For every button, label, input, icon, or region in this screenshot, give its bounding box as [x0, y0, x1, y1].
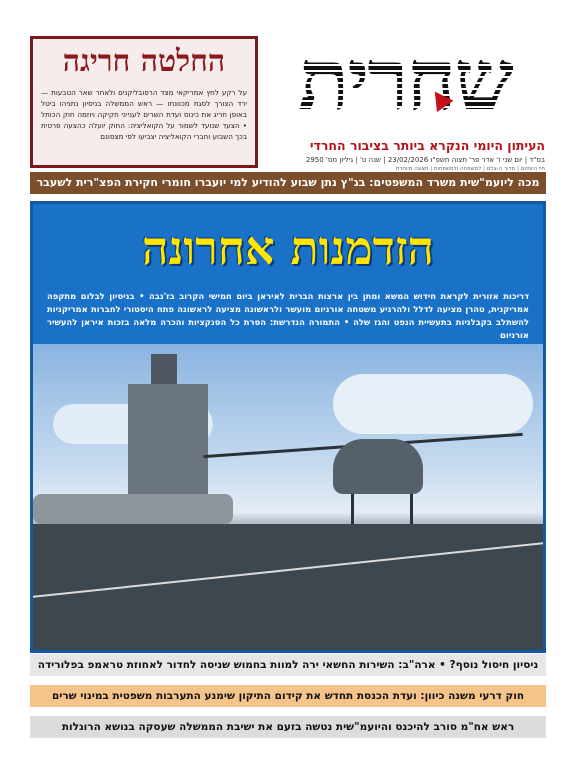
aircraft-carrier-photo [33, 344, 543, 650]
helicopter [333, 439, 423, 494]
subline: חיי היומיום | מדור ה-צלם | למשפחה ולמשפחות | תצוגה מיוחדת [395, 166, 545, 172]
helicopter-landing-gear [351, 494, 413, 524]
top-story-title: החלטה חריגה [62, 44, 226, 79]
dateline: בס"ד | יום שני ז' אדר פר' תצוה תשפ"ו 23/02/2026 | שנה ט' | גיליון מס' 2950 [305, 156, 545, 164]
top-story-box [30, 36, 258, 168]
cloud [333, 374, 533, 434]
main-headline: הזדמנות אחרונה [141, 221, 434, 275]
tagline: העיתון היומי הנקרא ביותר בציבור החרדי [309, 138, 545, 153]
bottom-headline-bar: חוק דרעי משנה כיוון: ועדת הכנסת תחדש את קידום התיקון שימנע התערבות משפטית במינוי שרים [30, 685, 546, 707]
bottom-headline-bar: ראש אח"מ סורב להיכנס והיועמ"שית נטשה בזעם את ישיבת הממשלה שעסקה בנושא הרוגלות [30, 716, 546, 738]
main-story-panel [30, 201, 546, 653]
main-story-body: דריכות אזורית לקראת חידוש המשא ומתן בין ארצות הברית לאיראן ביום חמישי הקרוב בז'נבה • בניסיון לבלום מתקפה אמריקנית, טהרן מציעה לדלל ולהרגיע משטחה אורניום מועשר ולראשונה מציעה לראשונה פתח היסטורי לחברות אמריקניות להשתלב בקבלניות בתעשיית הנפט והגז שלה • התמורה הנדרשת: הסרת כל הסנקציות והכרה מלאה בזכות איראן להעשיר אורניום [47, 291, 529, 340]
bottom-headline-bar: ניסיון חיסול נוסף? • ארה"ב: השירות החשאי ירה למוות בחמוש שניסה לחדור לאחוזת טראמפ בפלורידה [30, 654, 546, 676]
parked-jets [33, 494, 233, 524]
masthead [265, 30, 545, 172]
news-strip: מכה ליועמ"שית משרד המשפטים: בג"ץ נתן שבוע להודיע למי יועברו חומרי חקירת הפצ"רית לשעבר [30, 172, 546, 194]
top-story-body: על רקע לחץ אמריקאי מצד הרפובליקנים ולאחר שאר הטבעות — ירד הצורך לסגת מכוונתו — ראש הממשלה בניסיון נתניהו ביטל באופן חריג את כינוס ועדת השרים לענייני חקיקה ויוזמה חוק הכותל • הצעד שנועד לשמור על הקואליציה: החוק יועלה כהצעה פרטית בכך השבוע וחברי הקואליציה יצביעו לפי מצפונם [41, 88, 247, 141]
newspaper-logo [265, 30, 545, 138]
logo-text: שחרית [265, 30, 545, 130]
